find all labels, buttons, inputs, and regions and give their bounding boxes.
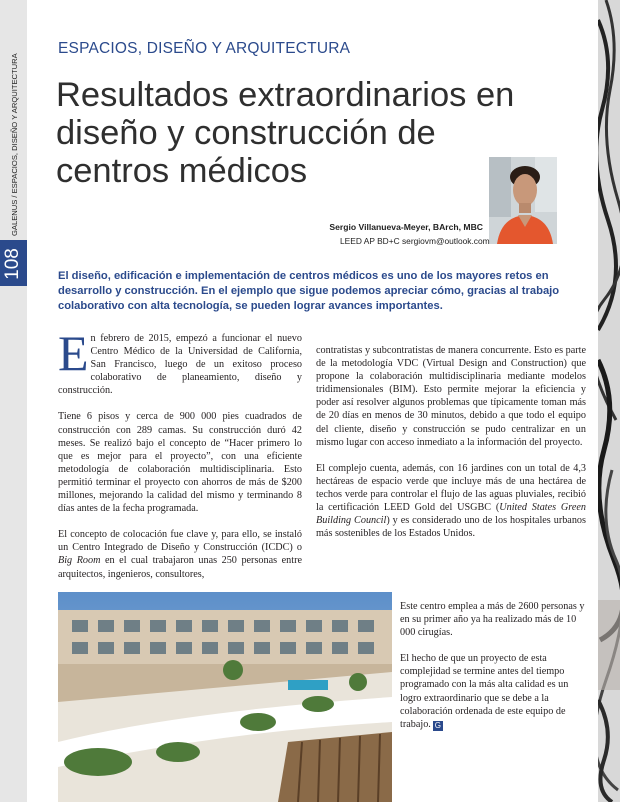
- drop-cap: E: [58, 325, 89, 381]
- author-photo: [489, 157, 557, 244]
- paragraph-5: Este centro emplea a más de 2600 personas y en su primer año ya ha realizado más de 10 000 cirugías.: [400, 601, 585, 639]
- article-title: Resultados extraordinarios en diseño y construcción de centros médicos: [56, 76, 515, 190]
- paragraph-3: [58, 528, 302, 580]
- paragraph-3-text-a: El concepto de colocación fue clave y, para ello, se instaló un Centro Integrado de Diseño y Construcción (ICDC) o: [58, 529, 302, 554]
- text-column-bottom: [400, 600, 588, 744]
- paragraph-2: Tiene 6 pisos y cerca de 900 000 pies cuadrados de construcción con 289 camas. Su construcción duró 42 meses. Se realizó bajo el concepto de “Hacer primero lo que es mejor para el proyecto”, con una eficiente metodología de colaboración multidisciplinaria. Esto permitió terminar el proyecto con ahorros de más de $200 millones, mejorando la calidad del mismo y terminando 8 días antes de la fecha programada.: [58, 411, 302, 515]
- text-column-left: [58, 325, 302, 594]
- page-number: 108: [2, 248, 23, 280]
- paragraph-1-text: n febrero de 2015, empezó a funcionar el nuevo Centro Médico de la Universidad de California, San Francisco, luego de un exitoso proceso colaborativo de planeamiento, diseño y construcción.: [58, 333, 302, 397]
- lead-paragraph: El diseño, edificación e implementación de centros médicos es uno de los mayores retos en desarrollo y construcción. En el ejemplo que sigue podemos apreciar cómo, gracias al trabajo colaborativo con alta tecnología, se pueden lograr avances importantes.: [58, 270, 560, 312]
- paragraph-4-text-b: ) y es considerado uno de los hospitales urbanos más sostenibles de los Estados Unidos.: [316, 515, 586, 540]
- paragraph-6-text: El hecho de que un proyecto de esta complejidad se termine antes del tiempo programado con la más alta calidad es un logro extraordinario que se debe a la colaboración ordenada de este equipo de trabajo.: [400, 653, 569, 730]
- paragraph-6: [400, 652, 588, 731]
- paragraph-4-emphasis: United States Green Building Council: [316, 502, 586, 527]
- paragraph-3-continued: contratistas y subcontratistas de manera concurrente. Esto es parte de la metodología VDC (Virtual Design and Construction) que propone la colaboración multidisciplinaria mediante modelos tridimensionales (BIM). Esto permite mejorar la eficiencia y poder así resolver algunos problemas que típicamente toman más de 20 días en menos de 30 minutos, debido a que todo el equipo del cliente, diseño y construcción se pudo centralizar en un mismo lugar con acceso inmediato a la información del proyecto.: [316, 345, 586, 448]
- paragraph-1: [58, 325, 302, 397]
- paragraph-4-text-a: El complejo cuenta, además, con 16 jardines con un total de 4,3 hectáreas de espacio verde que incluye más de una hectárea de techos verde para controlar el flujo de las aguas pluviales, recibió la certificación LEED Gold del USGBC (: [316, 462, 586, 514]
- paragraph-3-text-b-part1: en el cual trabajaron unas 250 personas entre arquitectos, ingenieros, consultores,: [58, 555, 302, 580]
- end-mark-icon: G: [434, 720, 441, 730]
- decorative-photo-strip: [598, 0, 620, 802]
- paragraph-3-emphasis: Big Room: [58, 555, 101, 567]
- section-title: ESPACIOS, DISEÑO Y ARQUITECTURA: [58, 40, 351, 57]
- author-name: Sergio Villanueva-Meyer, BArch, MBC: [329, 222, 483, 232]
- author-credentials: LEED AP BD+C sergiovm@outlook.com: [340, 236, 490, 246]
- text-column-right: [316, 344, 586, 553]
- running-header: GALENUS / ESPACIOS, DISEÑO Y ARQUITECTURA: [10, 53, 19, 236]
- hospital-photo: [58, 592, 392, 802]
- paragraph-4: [316, 462, 586, 541]
